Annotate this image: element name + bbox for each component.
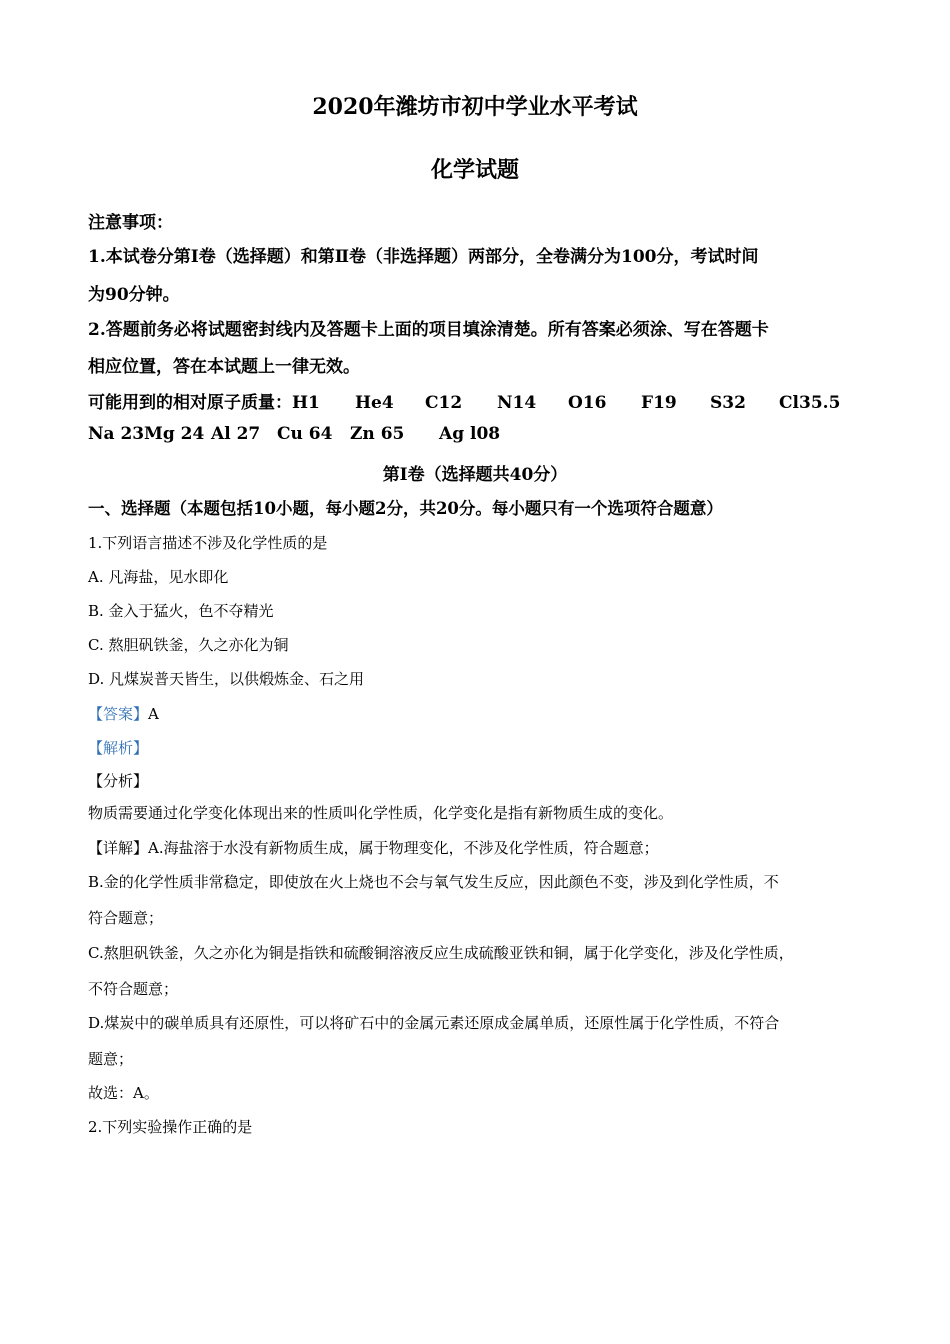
note-item-2-line-1: 2.答题前务必将试题密封线内及答题卡上面的项目填涂清楚。所有答案必须涂、写在答题卡 [88, 320, 769, 340]
section-title: 第I卷（选择题共40分） [382, 465, 568, 485]
question-2-stem: 2.下列实验操作正确的是 [88, 1118, 253, 1136]
part-heading: 一、选择题（本题包括10小题，每小题2分，共20分。每小题只有一个选项符合题意） [88, 499, 723, 518]
atomic-mass-h: H1 [292, 393, 320, 413]
conclusion: 故选：A。 [88, 1084, 159, 1102]
detail-d-line-1: D.煤炭中的碳单质具有还原性，可以将矿石中的金属元素还原成金属单质，还原性属于化学性质，不符合 [88, 1014, 780, 1032]
atomic-masses-row-2 [88, 424, 500, 444]
atomic-mass-cl: Cl35.5 [779, 393, 841, 413]
atomic-masses-label: 可能用到的相对原子质量： [88, 393, 292, 413]
detail-a: 【详解】A.海盐溶于水没有新物质生成，属于物理变化，不涉及化学性质，符合题意； [88, 839, 659, 857]
answer-tag: 【答案】 [88, 705, 149, 723]
exam-title: 2020年潍坊市初中学业水平考试 [312, 94, 638, 120]
atomic-mass-cu: Cu 64 [277, 424, 333, 444]
fenxi-tag: 【分析】 [88, 772, 149, 790]
question-1-option-d: D. 凡煤炭普天皆生，以供煅炼金、石之用 [88, 670, 365, 688]
atomic-mass-ag: Ag l08 [439, 424, 501, 444]
question-1-option-b: B. 金入于猛火，色不夺精光 [88, 602, 274, 620]
answer-line [88, 703, 159, 724]
detail-b-line-1: B.金的化学性质非常稳定，即使放在火上烧也不会与氧气发生反应，因此颜色不变，涉及到化学性质，不 [88, 873, 779, 891]
detail-c-line-1: C.熬胆矾铁釜，久之亦化为铜是指铁和硫酸铜溶液反应生成硫酸亚铁和铜，属于化学变化，涉及化学性质， [88, 944, 794, 962]
note-item-1-line-2: 为90分钟。 [88, 285, 180, 305]
fenxi-text: 物质需要通过化学变化体现出来的性质叫化学性质，化学变化是指有新物质生成的变化。 [88, 804, 674, 822]
detail-b-line-2: 符合题意； [88, 909, 164, 927]
atomic-mass-f: F19 [641, 393, 677, 413]
atomic-mass-he: He4 [355, 393, 394, 413]
note-item-2-line-2: 相应位置，答在本试题上一律无效。 [88, 357, 360, 377]
atomic-mass-al: Al 27 [211, 424, 261, 444]
atomic-mass-zn: Zn 65 [350, 424, 405, 444]
atomic-masses-row-1 [88, 388, 840, 413]
detail-c-line-2: 不符合题意； [88, 980, 179, 998]
question-1-stem: 1.下列语言描述不涉及化学性质的是 [88, 534, 328, 552]
exam-subtitle: 化学试题 [430, 157, 519, 183]
answer-value: A [148, 705, 159, 723]
atomic-mass-mg: Mg 24 [144, 424, 205, 444]
question-1-option-c: C. 熬胆矾铁釜，久之亦化为铜 [88, 636, 289, 654]
atomic-mass-s: S32 [710, 393, 746, 413]
question-1-option-a: A. 凡海盐，见水即化 [88, 568, 229, 586]
analysis-tag: 【解析】 [88, 739, 149, 757]
atomic-mass-n: N14 [497, 393, 537, 413]
detail-d-line-2: 题意； [88, 1050, 134, 1068]
atomic-mass-o: O16 [568, 393, 607, 413]
note-item-1-line-1: 1.本试卷分第Ⅰ卷（选择题）和第Ⅱ卷（非选择题）两部分，全卷满分为100分，考试时间 [88, 247, 759, 267]
notes-heading: 注意事项： [88, 213, 173, 233]
atomic-mass-na: Na 23 [88, 424, 145, 444]
atomic-mass-c: C12 [425, 393, 463, 413]
